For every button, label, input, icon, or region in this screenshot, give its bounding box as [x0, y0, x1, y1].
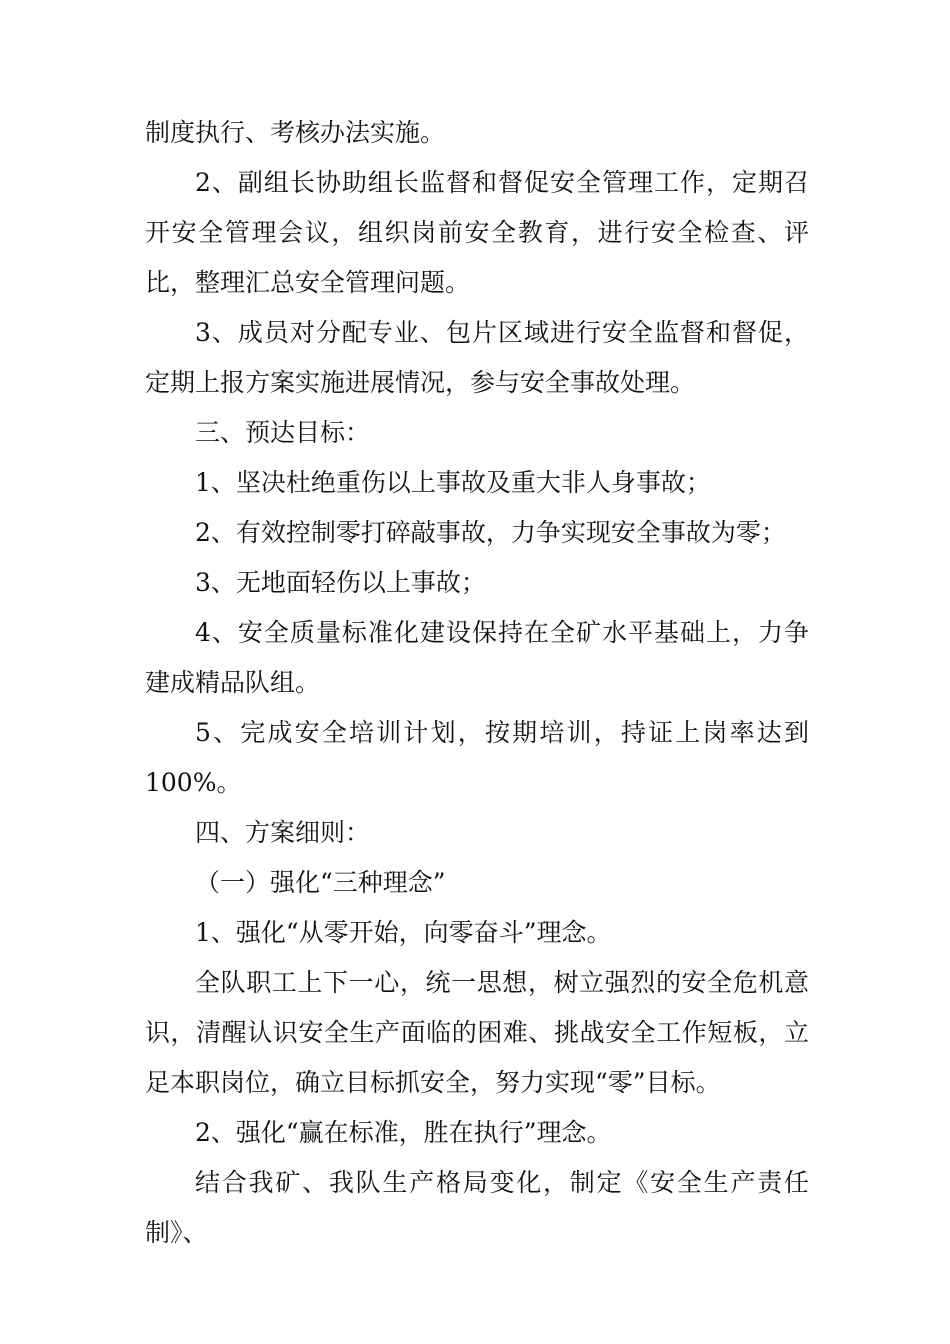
concept-1-body: 全队职工上下一心，统一思想，树立强烈的安全危机意识，清醒认识安全生产面临的困难、挑战安全工作短板，立足本职岗位，确立目标抓安全，努力实现“零”目标。 — [145, 968, 809, 1097]
paragraph-2: 2、副组长协助组长监督和督促安全管理工作，定期召开安全管理会议，组织岗前安全教育，进行安全检查、评比，整理汇总安全管理问题。 — [145, 168, 809, 297]
paragraph-3: 3、成员对分配专业、包片区域进行安全监督和督促，定期上报方案实施进展情况，参与安全事故处理。 — [145, 318, 809, 397]
goal-item-2: 2、有效控制零打碎敲事故，力争实现安全事故为零； — [195, 518, 786, 547]
section-heading-goals: 三、预达目标： — [195, 418, 371, 447]
goal-item-3: 3、无地面轻伤以上事故； — [195, 568, 486, 597]
goal-item-4: 4、安全质量标准化建设保持在全矿水平基础上，力争建成精品队组。 — [145, 618, 809, 697]
paragraph-1: 制度执行、考核办法实施。 — [145, 118, 446, 147]
concept-item-2: 2、强化“赢在标准，胜在执行”理念。 — [195, 1118, 612, 1147]
subsection-heading-three-concepts: （一）强化“三种理念” — [195, 868, 446, 897]
concept-2-body: 结合我矿、我队生产格局变化，制定《安全生产责任制》、 — [145, 1168, 809, 1247]
goal-item-1: 1、坚决杜绝重伤以上事故及重大非人身事故； — [195, 468, 711, 497]
section-heading-plan-details: 四、方案细则： — [195, 818, 371, 847]
concept-item-1: 1、强化“从零开始，向零奋斗”理念。 — [195, 918, 612, 947]
document-body — [145, 108, 809, 1258]
goal-item-5: 5、完成安全培训计划，按期培训，持证上岗率达到100%。 — [145, 718, 809, 797]
